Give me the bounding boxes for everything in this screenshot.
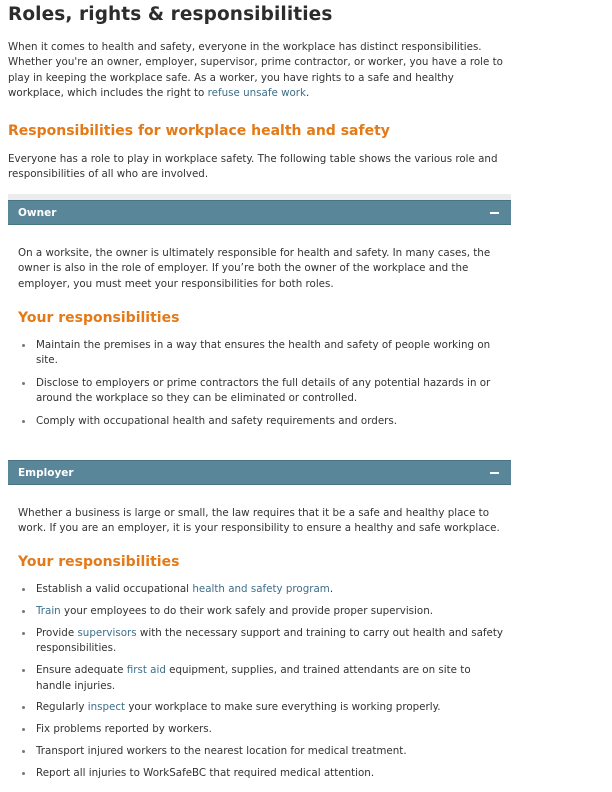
intro-paragraph [8, 40, 508, 102]
employer-description: Whether a business is large or small, the law requires that it be a safe and healthy place to work. If you are an employer, it is your responsibility to ensure a healthy and safe workplace. [18, 507, 500, 535]
list-item-text: Fix problems reported by workers. [36, 723, 212, 736]
list-item-text: Transport injured workers to the nearest location for medical treatment. [36, 745, 407, 758]
list-item [18, 744, 506, 759]
owner-panel-body [18, 246, 506, 427]
refuse-unsafe-work-link[interactable]: refuse unsafe work [207, 87, 306, 100]
intro-end: . [305, 87, 310, 100]
employer-responsibilities-list [18, 582, 506, 788]
bullet-icon [22, 610, 25, 613]
list-item-text: . [329, 583, 334, 595]
page-title: Roles, rights & responsibilities [8, 4, 333, 25]
bullet-icon [22, 344, 25, 347]
section-heading: Responsibilities for workplace health and safety [8, 123, 390, 139]
bullet-icon [22, 382, 25, 385]
list-item-text: your workplace to make sure everything is working properly. [125, 701, 441, 714]
owner-responsibilities-heading: Your responsibilities [18, 310, 180, 326]
minus-icon[interactable] [490, 472, 499, 474]
bullet-icon [22, 750, 25, 753]
bullet-icon [22, 728, 25, 731]
list-item [18, 338, 506, 369]
list-item [18, 700, 506, 715]
list-item [18, 414, 506, 429]
list-item-link[interactable]: first aid [126, 664, 166, 677]
list-item-link[interactable]: Train [36, 604, 61, 617]
list-item [18, 604, 506, 619]
owner-panel-title: Owner [18, 207, 57, 219]
section-description: Everyone has a role to play in workplace safety. The following table shows the various role and responsibilities of all who are involved. [8, 153, 498, 181]
bullet-icon [22, 632, 25, 635]
list-item [18, 626, 506, 657]
bullet-icon [22, 669, 25, 672]
list-item-text: equipment, supplies, and trained attendants are on site to handle injuries. [36, 664, 471, 692]
list-item-text: with the necessary support and training to carry out health and safety responsibilities. [36, 626, 503, 655]
list-item [18, 663, 506, 694]
employer-panel-body [18, 506, 506, 780]
bullet-icon [22, 420, 25, 423]
list-item-text: Report all injuries to WorkSafeBC that required medical attention. [36, 767, 375, 780]
list-item-text: Regularly [36, 701, 88, 714]
owner-description: On a worksite, the owner is ultimately responsible for health and safety. In many cases, the owner is also in the role of employer. If you’re both the owner of the workplace and the employer, you must meet your responsibilities for both roles. [18, 247, 491, 290]
employer-responsibilities-heading: Your responsibilities [18, 554, 180, 570]
list-item-text: your employees to do their work safely and provide proper supervision. [60, 604, 434, 617]
employer-panel-title: Employer [18, 467, 74, 479]
bullet-icon [22, 706, 25, 709]
list-item-text: Disclose to employers or prime contractors the full details of any potential hazards in or around the workplace so they can be eliminated or controlled. [36, 376, 491, 405]
list-item [18, 722, 506, 737]
employer-panel-header[interactable] [8, 460, 511, 485]
minus-icon[interactable] [490, 212, 499, 214]
owner-panel-header[interactable] [8, 200, 511, 225]
list-item-text: Maintain the premises in a way that ensures the health and safety of people working on site. [36, 339, 491, 367]
list-item-link[interactable]: supervisors [77, 626, 137, 639]
list-item [18, 766, 506, 781]
list-item-text: Establish a valid occupational [36, 583, 193, 595]
list-item [18, 582, 506, 597]
owner-responsibilities-list [18, 338, 506, 436]
bullet-icon [22, 772, 25, 775]
list-item-link[interactable]: inspect [87, 701, 126, 714]
bullet-icon [22, 588, 25, 591]
list-item-link[interactable]: health and safety program [192, 583, 330, 595]
list-item-text: Comply with occupational health and safety requirements and orders. [36, 414, 398, 427]
list-item-text: Ensure adequate [36, 664, 127, 677]
list-item-text: Provide [36, 626, 78, 639]
intro-text: When it comes to health and safety, everyone in the workplace has distinct responsibilities. Whether you're an owner, employer, supervisor, prime contractor, or worker, you have a role to play in keeping the workplace safe. As a worker, you have rights to a safe and healthy workplace, which includes the right to [8, 41, 503, 100]
list-item [18, 376, 506, 407]
